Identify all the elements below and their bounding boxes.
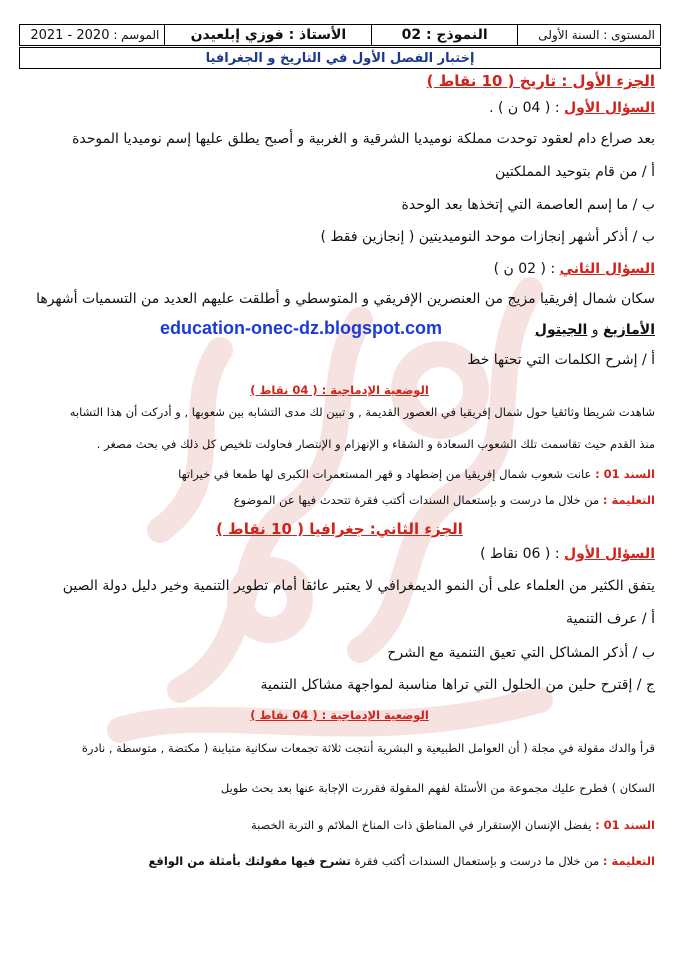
part1-q2-heading (494, 261, 655, 277)
model-label: النموذج : 02 (401, 27, 488, 43)
part1-situation-line1: شاهدت شريطا وثائقيا حول شمال إفريقيا في العصور القديمة , و تبين لك مدى التشابه بين شعوبها , و أدركت أن هذا التشابه (69, 405, 655, 419)
part1-doc-text: عانت شعوب شمال إفريقيا من إضطهاد و قهر المستعمرات الكبرى لها طمعا في خيراتها (178, 467, 592, 481)
part2-title (0, 520, 679, 538)
part2-q1-heading (480, 546, 655, 562)
level-cell (517, 25, 660, 46)
model-cell (372, 25, 517, 46)
part1-q1-heading (489, 100, 655, 116)
part1-q2-a: أ / إشرح الكلمات التي تحتها خط (467, 352, 655, 368)
part1-instruction (234, 493, 655, 507)
part1-doc-label: السند 01 : (595, 467, 655, 481)
part1-title (427, 72, 655, 90)
part1-q1-text: بعد صراع دام لعقود توحدت مملكة نوميديا الشرقية و الغربية و أصبح يطلق عليها إسم نوميديا الموحدة (72, 131, 655, 147)
header-table (19, 24, 661, 46)
part2-doc-text: يفضل الإنسان الإستقرار في المناطق ذات المناخ الملائم و التربة الخصبة (250, 818, 592, 832)
site-watermark-text: education-onec-dz.blogspot.com (160, 318, 442, 338)
part1-document (178, 467, 655, 481)
signature-watermark-icon (60, 230, 620, 790)
level-label: المستوى : السنة الأولى (538, 28, 655, 42)
part1-instruction-label: التعليمة : (602, 493, 655, 507)
part1-q1-b: ب / ما إسم العاصمة التي إتخذها بعد الوحدة (401, 197, 655, 213)
part2-instruction-bold: تشرح فيها مقولتك بأمثلة من الواقع (148, 854, 351, 868)
part2-instruction-text: من خلال ما درست و بإستعمال السندات أكتب فقرة (354, 854, 600, 868)
teacher-cell (165, 25, 372, 46)
part2-doc-label: السند 01 : (595, 818, 655, 832)
part2-situation-title (0, 707, 679, 723)
term-amazigh: الأمازيغ (602, 322, 655, 338)
part1-instruction-text: من خلال ما درست و بإستعمال السندات أكتب فقرة تتحدث فيها عن الموضوع (233, 493, 600, 507)
part2-situation-line1: قرأ والدك مقولة في مجلة ( أن العوامل الطبيعية و البشرية أنتجت ثلاثة تجمعات سكانية متباينة ( مكتضة , متوسطة , نادرة (81, 741, 655, 755)
part1-q2-title: السؤال الثاني (559, 261, 655, 277)
part2-q1-a: أ / عرف التنمية (566, 611, 655, 627)
part2-q1-title: السؤال الأول (564, 546, 655, 562)
part1-q1-title: السؤال الأول (564, 100, 655, 116)
part1-q2-terms (535, 322, 655, 338)
part1-title-text: الجزء الأول : تاريخ ( 10 نقاط ) (426, 72, 655, 90)
season-label: الموسم : (113, 27, 160, 42)
part1-q1-a: أ / من قام بتوحيد المملكتين (494, 164, 655, 180)
term-and: و (591, 322, 599, 338)
part2-q1-points: : ( 06 نقاط ) (480, 546, 560, 562)
part2-q1-b: ب / أذكر المشاكل التي تعيق التنمية مع الشرح (387, 645, 655, 661)
part1-q2-text: سكان شمال إفريقيا مزيج من العنصرين الإفريقي و المتوسطي و أطلقت عليهم العديد من التسميات أشهرها (36, 291, 655, 307)
season-value: 2020 - 2021 (30, 27, 110, 43)
part2-q1-text: يتفق الكثير من العلماء على أن النمو الديمغرافي لا يعتبر عائقا أمام تطوير التنمية وخير دليل دولة الصين (62, 578, 655, 594)
part2-situation-title-text: الوضعية الإدماجية : ( 04 نقاط ) (250, 708, 429, 722)
part1-q1-points: : ( 04 ن ) . (489, 100, 560, 116)
part2-instruction-label: التعليمة : (602, 854, 655, 868)
term-getul: الجيتول (534, 322, 588, 338)
part1-situation-title (0, 382, 679, 398)
part2-instruction (148, 854, 655, 868)
part1-situation-title-text: الوضعية الإدماجية : ( 04 نقاط ) (250, 383, 429, 397)
part2-title-text: الجزء الثاني: جغرافيا ( 10 نقاط ) (216, 520, 463, 538)
part1-q2-points: : ( 02 ن ) (493, 261, 556, 277)
teacher-label: الأستاذ : فوزي إبلعيدن (190, 27, 347, 43)
part2-document (251, 818, 655, 832)
part2-q1-c: ج / إقترح حلين من الحلول التي تراها مناسبة لمواجهة مشاكل التنمية (260, 677, 655, 693)
exam-title-text: إختبار الفصل الأول في التاريخ و الجغرافيا (205, 51, 475, 66)
exam-title (19, 47, 661, 69)
part2-situation-line2: السكان ) فطرح عليك مجموعة من الأسئلة لفهم المقولة فقررت الإجابة عنها بعد بحث طويل (220, 781, 655, 795)
part1-situation-line2: منذ القدم حيث تقاسمت تلك الشعوب السعادة و الشقاء و الإنهزام و الإنتصار فحاولت تلخيص كل ذلك في بحث مصغر . (96, 437, 655, 451)
part1-q1-c: ب / أذكر أشهر إنجازات موحد النوميديتين ( إنجازين فقط ) (320, 229, 655, 245)
season-cell (20, 25, 165, 46)
